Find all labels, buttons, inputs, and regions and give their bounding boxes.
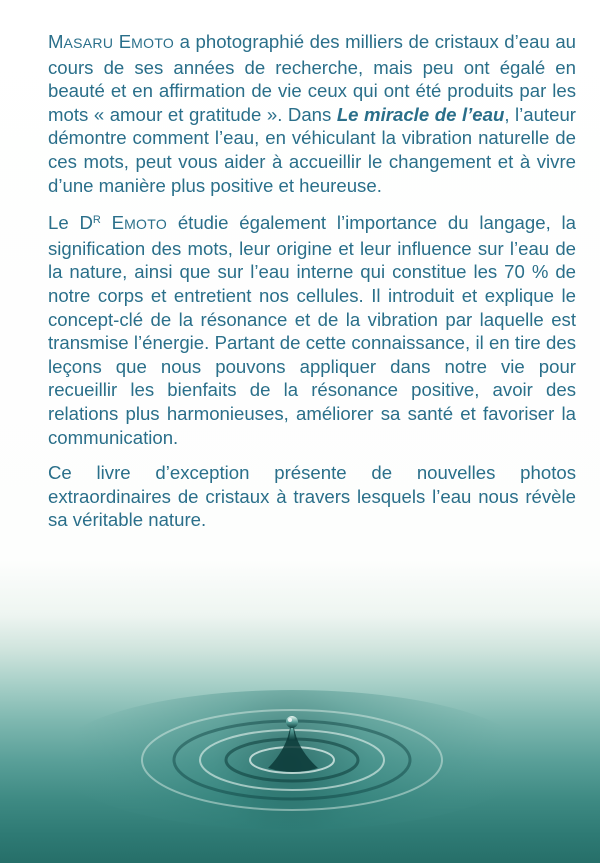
paragraph-author-intro: MASARU EMOTO a photographié des milliers de cristaux d’eau au cours de ses années de recherche, mais peu ont égalé en beauté et en affirmation de vie ceux qui ont été produits par les mots « amour et gratitude ». Dans Le miracle de l’eau, l’auteur démontre comment l’eau, en véhiculant la vibration naturelle de ces mots, peut vous aider à accueillir le changement et à vivre d’une manière plus positive et heureuse.	[48, 31, 576, 196]
book-title: Le miracle de l’eau	[336, 103, 505, 125]
paragraph-research: Le $D^R$ EMOTO étudie également l’importance du langage, la signification des mots, leur origine et leur influence sur l’eau de la nature, ainsi que sur l’eau interne qui constitue les 70 % de notre corps et entretient nos cellules. Il introduit et explique le concept-clé de la résonance et de la vibration par laquelle est transmise l’énergie. Partant de cette connaissance, il en tire des leçons que nous pouvons appliquer dans notre vie pour recueillir les bienfaits de la résonance positive, avoir des relations plus harmonieuses, améliorer sa santé et favoriser la communication.	[48, 212, 576, 448]
paragraph-closing: Ce livre d’exception présente de nouvelles photos extraordinaires de cristaux à travers lesquels l’eau nous révèle sa véritable nature.	[48, 462, 576, 531]
doctor-name: $D^R$ EMOTO	[79, 212, 168, 234]
water-droplet-image	[0, 600, 600, 863]
description-text	[48, 30, 576, 544]
droplet-highlight	[288, 718, 292, 722]
droplet-tip	[286, 716, 298, 728]
author-name: MASARU EMOTO	[48, 31, 175, 52]
